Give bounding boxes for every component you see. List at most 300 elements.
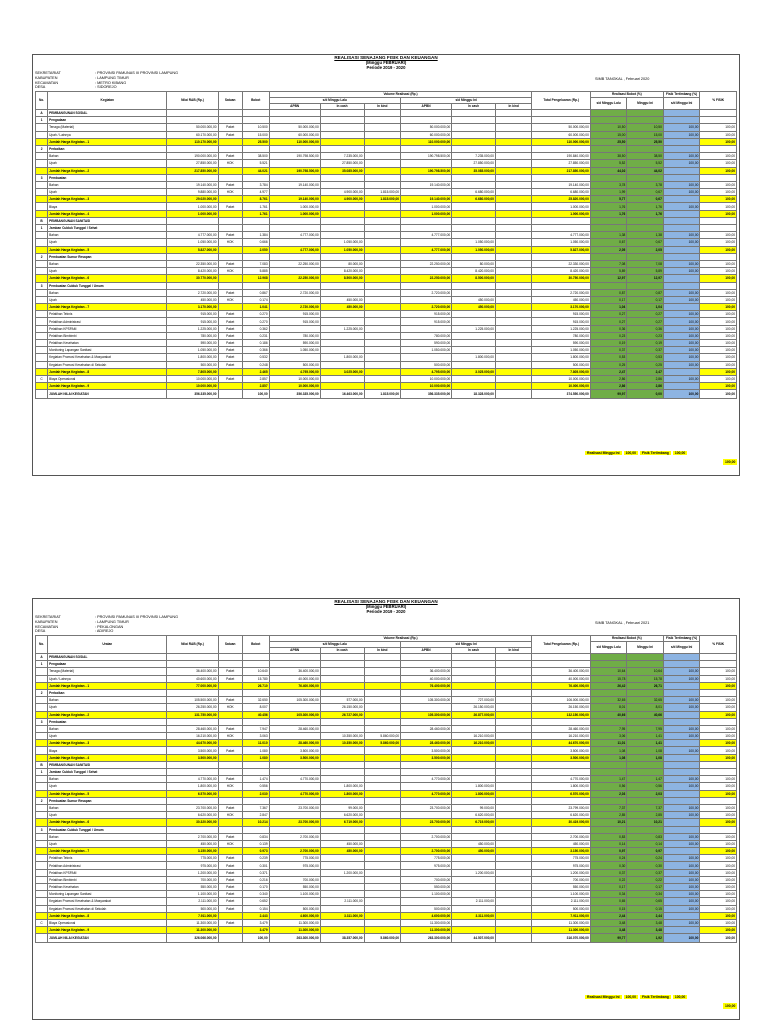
- table-row: [36, 869, 737, 876]
- cell-value: [452, 675, 496, 682]
- cell-value: 8.420.000,00: [167, 268, 218, 275]
- cell-value: HOK: [218, 296, 242, 303]
- cell-value: 0,27: [627, 318, 664, 325]
- cell-value: [364, 340, 401, 347]
- cell-label: Kegiatan Promosi Kesehatan & Masyarakat: [48, 898, 167, 905]
- cell-value: 44.507.000,00: [452, 934, 496, 943]
- cell-value: [663, 740, 700, 747]
- cell-value: 44,02: [590, 167, 627, 174]
- cell-value: [627, 117, 664, 124]
- cell-label: Pelatihan Kesehatan: [48, 884, 167, 891]
- cell-value: 100,00: [663, 876, 700, 883]
- cell-label: Jumlah Harga Kegiatan - 8: [48, 368, 167, 375]
- cell-no: [36, 239, 48, 246]
- cell-value: [364, 876, 401, 883]
- cell-no: [36, 884, 48, 891]
- cell-value: 1.815.000,00: [364, 189, 401, 196]
- cell-value: [242, 174, 269, 181]
- cell-value: 100,00: [700, 361, 737, 368]
- cell-value: 10.000.000,00: [532, 383, 590, 390]
- cell-value: [364, 855, 401, 862]
- cell-value: [218, 217, 242, 224]
- cell-value: [495, 675, 532, 682]
- cell-value: 2,85: [590, 812, 627, 819]
- cell-value: 26.727.000,00: [320, 711, 364, 718]
- cell-value: [452, 203, 496, 210]
- cell-value: [364, 289, 401, 296]
- report-title: REALISASI SENAJANG FISIK DAN KEUANGAN: [334, 55, 438, 60]
- cell-value: [452, 282, 496, 289]
- cell-value: 4.770.000,00: [401, 776, 452, 783]
- cell-value: 1.000.000,00: [532, 210, 590, 217]
- cell-value: [495, 368, 532, 375]
- cell-value: 22.250.000,00: [401, 275, 452, 282]
- cell-value: [495, 697, 532, 704]
- cell-value: 2.111.000,00: [167, 898, 218, 905]
- cell-value: Paket: [218, 776, 242, 783]
- cell-value: [663, 138, 700, 145]
- cell-value: 4.770.000,00: [269, 776, 320, 783]
- table-row: [36, 239, 737, 246]
- cell-value: 100,00: [700, 876, 737, 883]
- cell-value: [401, 689, 452, 696]
- cell-value: 0.366: [242, 347, 269, 354]
- cell-value: [590, 110, 627, 117]
- cell-no: [36, 368, 48, 375]
- cell-value: 19.140.000,00: [401, 196, 452, 203]
- cell-value: 32,65: [627, 697, 664, 704]
- cell-value: [663, 368, 700, 375]
- cell-value: 2.857: [242, 383, 269, 390]
- cell-value: 100,00: [663, 289, 700, 296]
- cell-value: [269, 225, 320, 232]
- cell-value: [495, 819, 532, 826]
- cell-value: [218, 174, 242, 181]
- cell-value: 356.335.000,00: [401, 390, 452, 399]
- cell-value: 44.670.000,00: [167, 740, 218, 747]
- cell-value: [401, 217, 452, 224]
- cell-value: [452, 217, 496, 224]
- cell-value: [242, 826, 269, 833]
- subtotal-row: [36, 246, 737, 253]
- cell-value: 500.000,00: [401, 905, 452, 912]
- info-key: KABUPATEN: [35, 619, 58, 624]
- subtotal-row: [36, 304, 737, 311]
- cell-value: [495, 840, 532, 847]
- cell-label: Kegiatan Promosi Kesehatan & Masyarakat: [48, 354, 167, 361]
- cell-no: [36, 268, 48, 275]
- cell-value: 40,66: [590, 711, 627, 718]
- cell-value: [364, 689, 401, 696]
- cell-value: [495, 869, 532, 876]
- cell-value: [167, 110, 218, 117]
- cell-value: [401, 769, 452, 776]
- cell-value: [218, 196, 242, 203]
- cell-value: [218, 253, 242, 260]
- cell-value: 60.000.000,00: [401, 131, 452, 138]
- cell-value: 1.200.000,00: [167, 869, 218, 876]
- cell-label: JUMLAH NILAI KEGIATAN: [48, 934, 167, 943]
- cell-value: 50.000.000,00: [532, 124, 590, 131]
- cell-value: 2,47: [590, 368, 627, 375]
- cell-value: 100,00: [663, 375, 700, 382]
- cell-value: 100,00: [700, 390, 737, 399]
- cell-value: [495, 375, 532, 382]
- cell-value: [452, 855, 496, 862]
- cell-value: 23.799.000,00: [532, 804, 590, 811]
- cell-value: 16.210.000,00: [532, 733, 590, 740]
- cell-value: 100,00: [700, 203, 737, 210]
- cell-value: [590, 225, 627, 232]
- cell-value: [364, 654, 401, 661]
- cell-no: [36, 776, 48, 783]
- cell-value: [269, 354, 320, 361]
- cell-value: HOK: [218, 812, 242, 819]
- cell-value: [242, 282, 269, 289]
- cell-value: [218, 225, 242, 232]
- cell-value: [532, 797, 590, 804]
- cell-value: 316.070.000,00: [532, 934, 590, 943]
- cell-value: [167, 661, 218, 668]
- cell-value: [663, 383, 700, 390]
- cell-value: 11.300.000,00: [269, 919, 320, 926]
- cell-value: 5.860.000,00: [364, 740, 401, 747]
- cell-label: Bahan: [48, 804, 167, 811]
- cell-value: 32,65: [590, 697, 627, 704]
- cell-value: 100,00: [700, 181, 737, 188]
- cell-value: 975.000,00: [167, 862, 218, 869]
- cell-value: 6.620.000,00: [452, 812, 496, 819]
- cell-value: 0,37: [590, 869, 627, 876]
- cell-no: 2: [36, 253, 48, 260]
- cell-value: 8.500.000,00: [452, 275, 496, 282]
- cell-value: [364, 826, 401, 833]
- cell-value: 100,00: [700, 905, 737, 912]
- col-funding: In cash: [452, 648, 496, 654]
- cell-value: 0.301: [242, 862, 269, 869]
- info-value: : SIDOREJO: [95, 85, 117, 90]
- cell-value: 0,17: [627, 884, 664, 891]
- cell-value: 1,47: [590, 776, 627, 783]
- cell-label: Bahan: [48, 260, 167, 267]
- cell-value: 100,00: [700, 196, 737, 203]
- cell-value: 1,08: [590, 747, 627, 754]
- cell-value: 1.050.000,00: [320, 239, 364, 246]
- cell-label: Monitoring Lapangan Sanitasi: [48, 891, 167, 898]
- cell-no: [36, 332, 48, 339]
- cell-value: [242, 769, 269, 776]
- cell-value: [663, 848, 700, 855]
- table-row: [36, 332, 737, 339]
- cell-value: [401, 225, 452, 232]
- col-funding: In kind: [495, 648, 532, 654]
- cell-value: 11,01: [590, 740, 627, 747]
- cell-value: [218, 790, 242, 797]
- cell-value: [364, 754, 401, 761]
- cell-value: 3,06: [590, 733, 627, 740]
- cell-no: [36, 246, 48, 253]
- cell-value: [700, 689, 737, 696]
- cell-label: Upah: [48, 733, 167, 740]
- cell-value: [242, 797, 269, 804]
- cell-value: 10,50: [590, 124, 627, 131]
- cell-value: [364, 253, 401, 260]
- col-total: Total Pengeluaran (Rp.): [532, 636, 590, 654]
- cell-value: 100,00: [700, 167, 737, 174]
- cell-value: [167, 769, 218, 776]
- cell-value: [364, 797, 401, 804]
- cell-value: [495, 268, 532, 275]
- cell-value: [364, 375, 401, 382]
- cell-value: 0,14: [627, 840, 664, 847]
- cell-value: [401, 253, 452, 260]
- cell-value: [663, 761, 700, 768]
- cell-no: [36, 840, 48, 847]
- cell-value: [320, 110, 364, 117]
- subtotal-row: [36, 682, 737, 689]
- cell-value: 100,00: [700, 124, 737, 131]
- cell-label: Pelatihan Administrasi: [48, 862, 167, 869]
- col-satuan: Satuan: [218, 92, 242, 110]
- cell-no: [36, 725, 48, 732]
- cell-value: 1.800.000,00: [167, 354, 218, 361]
- cell-value: 3.500.000,00: [401, 754, 452, 761]
- cell-value: 0.186: [242, 340, 269, 347]
- cell-value: [452, 383, 496, 390]
- cell-value: 1.080: [242, 747, 269, 754]
- subtotal-row: [36, 711, 737, 718]
- cell-value: [364, 160, 401, 167]
- cell-no: [36, 383, 48, 390]
- cell-value: [364, 296, 401, 303]
- summary-cell: Fisik Tertimbang: [641, 451, 669, 455]
- cell-value: 38.357.000,00: [320, 934, 364, 943]
- cell-value: 1.800.000,00: [452, 783, 496, 790]
- cell-value: [242, 117, 269, 124]
- cell-value: [401, 718, 452, 725]
- cell-value: 28.460.000,00: [401, 740, 452, 747]
- table-row: [36, 124, 737, 131]
- report-subtitle: (Minggu FEBRUARI): [365, 60, 407, 65]
- cell-value: 1.225.000,00: [167, 325, 218, 332]
- cell-value: 0.174: [242, 296, 269, 303]
- cell-value: [320, 145, 364, 152]
- cell-value: 100,00: [663, 862, 700, 869]
- cell-value: 30.750.000,00: [532, 275, 590, 282]
- cell-value: 100,00: [663, 347, 700, 354]
- cell-value: [700, 117, 737, 124]
- cell-value: [495, 174, 532, 181]
- cell-value: 5.521: [242, 160, 269, 167]
- cell-value: [269, 239, 320, 246]
- cell-value: 1.384: [242, 232, 269, 239]
- cell-value: [320, 210, 364, 217]
- cell-value: Paket: [218, 311, 242, 318]
- cell-value: 5,77: [590, 196, 627, 203]
- cell-value: 0,30: [627, 862, 664, 869]
- cell-value: 36.400.000,00: [532, 668, 590, 675]
- cell-value: 100,00: [700, 711, 737, 718]
- cell-value: [495, 905, 532, 912]
- cell-value: 11.300.000,00: [269, 927, 320, 934]
- cell-value: 26.150.000,00: [452, 704, 496, 711]
- cell-value: 0,15: [627, 905, 664, 912]
- cell-value: [218, 246, 242, 253]
- cell-value: 7,95: [590, 725, 627, 732]
- cell-value: [663, 196, 700, 203]
- cell-no: [36, 181, 48, 188]
- cell-value: 975.000,00: [532, 862, 590, 869]
- cell-no: [36, 848, 48, 855]
- cell-label: Jumlah Harga Kegiatan - 4: [48, 210, 167, 217]
- table-row: [36, 761, 737, 768]
- cell-value: [700, 145, 737, 152]
- cell-value: [495, 927, 532, 934]
- cell-value: [269, 898, 320, 905]
- date-line: SIMB TANGKAL , Februari 2021: [595, 621, 650, 625]
- cell-value: 22.250.000,00: [269, 260, 320, 267]
- cell-value: 6.680.000,00: [452, 196, 496, 203]
- cell-value: 0.231: [242, 332, 269, 339]
- cell-value: [590, 761, 627, 768]
- cell-value: [364, 790, 401, 797]
- cell-value: 1.225.000,00: [452, 325, 496, 332]
- cell-value: [452, 776, 496, 783]
- cell-value: 0,37: [590, 347, 627, 354]
- cell-value: 2.465: [242, 368, 269, 375]
- cell-value: 2,03: [627, 790, 664, 797]
- cell-value: [167, 718, 218, 725]
- total-row: [36, 390, 737, 399]
- cell-value: 27.850.000,00: [320, 160, 364, 167]
- cell-value: 0,65: [590, 898, 627, 905]
- cell-value: 26,42: [590, 682, 627, 689]
- cell-value: [269, 654, 320, 661]
- report-period: Periode 2019 - 2020: [366, 609, 406, 614]
- col-nilai: Nilai RAB (Rp.): [167, 92, 218, 110]
- cell-value: 0,27: [590, 318, 627, 325]
- subtotal-row: [36, 790, 737, 797]
- cell-value: 775.000,00: [532, 855, 590, 862]
- cell-no: 3: [36, 282, 48, 289]
- cell-value: 915.000,00: [401, 318, 452, 325]
- cell-value: Paket: [218, 124, 242, 131]
- realisasi-table: [35, 635, 737, 943]
- cell-no: [36, 819, 48, 826]
- cell-value: [495, 898, 532, 905]
- cell-value: [627, 145, 664, 152]
- cell-value: [242, 225, 269, 232]
- cell-no: [36, 927, 48, 934]
- cell-value: [218, 848, 242, 855]
- cell-value: 0,00: [627, 390, 664, 399]
- cell-value: 100,00: [700, 296, 737, 303]
- cell-value: 10.640: [242, 668, 269, 675]
- cell-value: 10.350.000,00: [320, 740, 364, 747]
- cell-value: 7.235.000,00: [452, 153, 496, 160]
- cell-value: [364, 174, 401, 181]
- cell-value: [364, 912, 401, 919]
- cell-value: [452, 110, 496, 117]
- cell-value: 1.000.000,00: [167, 203, 218, 210]
- cell-label: Pengadaan: [48, 661, 167, 668]
- cell-value: 4.777.000,00: [401, 232, 452, 239]
- cell-value: 0.270: [242, 318, 269, 325]
- location-info: [35, 615, 178, 634]
- cell-value: 2.700.000,00: [269, 833, 320, 840]
- cell-value: [495, 289, 532, 296]
- cell-value: 0,37: [627, 347, 664, 354]
- cell-value: HOK: [218, 783, 242, 790]
- cell-value: 100,00: [700, 754, 737, 761]
- cell-value: [495, 711, 532, 718]
- cell-no: 1: [36, 661, 48, 668]
- cell-value: 10.000.000,00: [532, 375, 590, 382]
- table-row: [36, 833, 737, 840]
- cell-value: 500.000,00: [401, 361, 452, 368]
- cell-value: [320, 347, 364, 354]
- cell-value: 0.867: [242, 289, 269, 296]
- cell-value: 2.700.000,00: [269, 848, 320, 855]
- cell-value: 100,00: [663, 318, 700, 325]
- cell-value: [364, 704, 401, 711]
- cell-value: 11.010: [242, 740, 269, 747]
- cell-value: [452, 689, 496, 696]
- cell-value: [320, 675, 364, 682]
- cell-value: 100,00: [700, 318, 737, 325]
- cell-value: 190.798.500,00: [269, 153, 320, 160]
- table-row: [36, 812, 737, 819]
- cell-value: [495, 217, 532, 224]
- cell-value: [167, 282, 218, 289]
- cell-value: [269, 117, 320, 124]
- report-sheet: [32, 54, 740, 476]
- cell-value: 100,00: [700, 840, 737, 847]
- table-row: [36, 733, 737, 740]
- table-row: [36, 174, 737, 181]
- cell-value: 1.080: [242, 754, 269, 761]
- cell-value: 19.140.000,00: [269, 181, 320, 188]
- cell-value: [495, 117, 532, 124]
- cell-value: 100,00: [663, 697, 700, 704]
- col-sd-lalu: s/d Minggu Lalu: [269, 642, 400, 648]
- cell-value: [401, 145, 452, 152]
- cell-value: [167, 797, 218, 804]
- table-row: [36, 110, 737, 117]
- table-row: [36, 375, 737, 382]
- cell-value: [590, 174, 627, 181]
- cell-value: [590, 217, 627, 224]
- info-value: : PROVINSI PAMUNAS III PROVINSI LAMPUNG: [95, 615, 179, 619]
- cell-value: [663, 304, 700, 311]
- cell-value: 100,00: [700, 912, 737, 919]
- cell-value: [269, 797, 320, 804]
- cell-value: 2,85: [627, 812, 664, 819]
- cell-value: 100,00: [700, 239, 737, 246]
- cell-value: HOK: [218, 733, 242, 740]
- cell-value: [364, 383, 401, 390]
- cell-label: Perbaikan: [48, 689, 167, 696]
- cell-value: 22.330.000,00: [532, 260, 590, 267]
- cell-value: [700, 174, 737, 181]
- cell-value: [364, 783, 401, 790]
- cell-value: [495, 110, 532, 117]
- cell-value: 44,02: [627, 167, 664, 174]
- cell-value: 19.140.000,00: [401, 181, 452, 188]
- cell-value: 100,00: [700, 804, 737, 811]
- cell-value: 3.500.000,00: [532, 754, 590, 761]
- cell-value: [320, 668, 364, 675]
